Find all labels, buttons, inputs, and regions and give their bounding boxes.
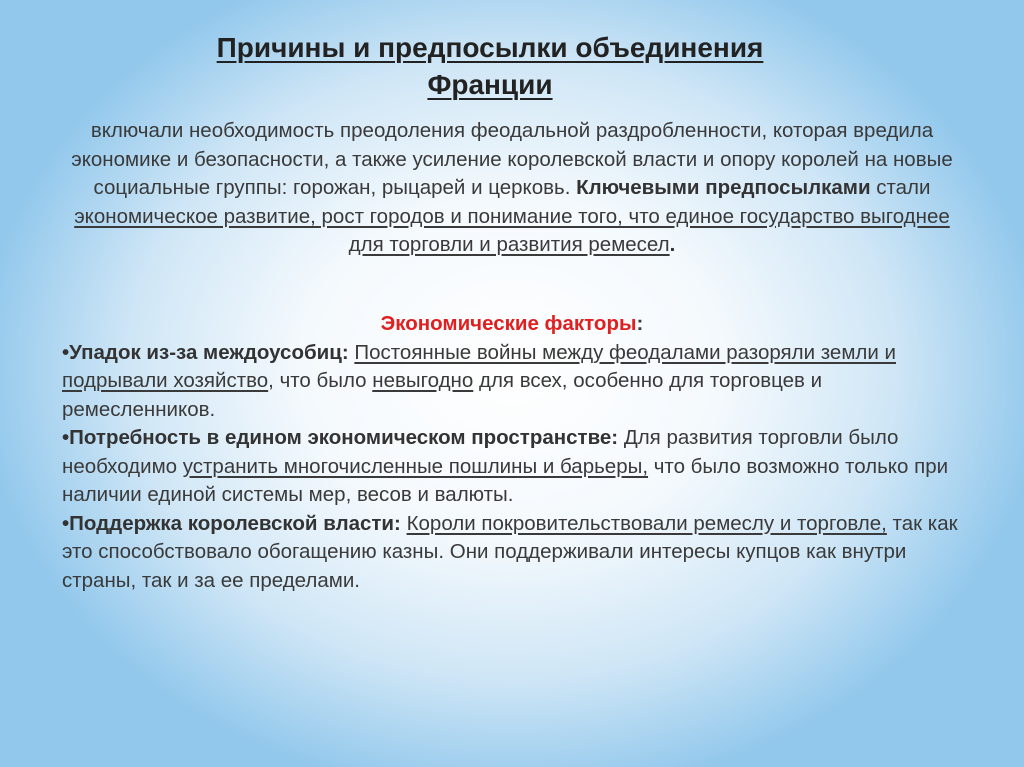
factor-item-single-market-text-1: Для развития торговли было необходимо xyxy=(62,426,899,478)
factor-item-royal-support xyxy=(62,510,962,596)
slide-title xyxy=(150,29,830,103)
factors-heading-text: Экономические факторы xyxy=(380,312,637,335)
intro-text-2: стали xyxy=(870,176,931,199)
factors-heading-colon: : xyxy=(636,312,644,335)
factor-item-single-market-underlined: устранить многочисленные пошлины и барьеры, xyxy=(182,454,649,478)
factor-item-royal-support-text: так как это способствовало обогащению казны. Они поддерживали интересы купцов как внутри страны, так и за ее пределами. xyxy=(62,511,958,592)
factor-item-single-market-title: •Потребность в едином экономическом пространстве: xyxy=(62,426,619,449)
factor-item-single-market-text-2: что было возможно только при наличии единой системы мер, весов и валюты. xyxy=(62,454,949,506)
intro-paragraph xyxy=(70,117,954,260)
factor-item-decline-text-2: для всех, особенно для торговцев и ремесленников. xyxy=(62,369,823,421)
factor-item-royal-support-title: •Поддержка королевской власти: xyxy=(62,511,401,535)
title-line-2: Франции xyxy=(427,69,553,100)
factor-item-decline-underlined-1: Постоянные войны между феодалами разоряли земли и подрывали хозяйство xyxy=(62,340,896,392)
factors-heading xyxy=(62,310,962,339)
title-line-1: Причины и предпосылки объединения xyxy=(216,32,764,63)
intro-text-1: включали необходимость преодоления феодальной раздробленности, которая вредила экономике и безопасности, а также усиление королевской власти и опору королей на новые социальные группы: горожан, рыцарей и церковь. xyxy=(71,119,953,199)
factor-item-royal-support-underlined: Короли покровительствовали ремеслу и торговле, xyxy=(406,511,887,535)
factor-item-single-market xyxy=(62,424,962,510)
intro-bold-key-prerequisites: Ключевыми предпосылками xyxy=(576,176,871,199)
intro-end-period: . xyxy=(669,233,676,256)
factor-item-decline-text-1: , что было xyxy=(268,369,373,392)
factors-section xyxy=(62,310,962,595)
intro-underlined-text: экономическое развитие, рост городов и понимание того, что единое государство выгоднее для торговли и развития ремесел xyxy=(74,204,950,256)
factor-item-decline-underlined-2: невыгодно xyxy=(372,369,474,392)
factor-item-decline-title: •Упадок из-за междоусобиц: xyxy=(62,340,349,364)
factor-item-decline xyxy=(62,339,962,425)
